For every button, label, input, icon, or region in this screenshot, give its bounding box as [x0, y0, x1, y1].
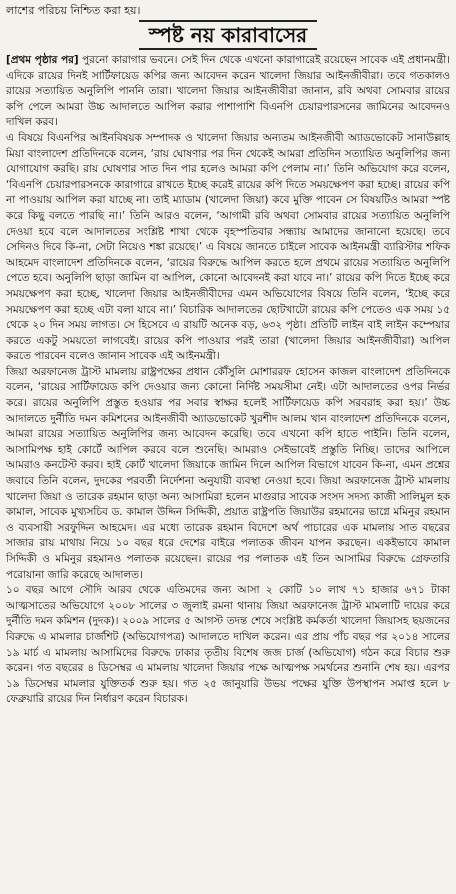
headline: স্পষ্ট নয় কারাবাসের — [139, 20, 317, 50]
article-paragraph: ১০ বছর আগে সৌদি আরব থেকে এতিমদের জন্য আসা ২ কোটি ১০ লাখ ৭১ হাজার ৬৭১ টাকা আত্মসাতের অভিযোগে ২০০৮ সালের ৩ জুলাই রমনা থানায় জিয়া অরফানেজ ট্রাস্ট মামলাটি দায়ের করে দুর্নীতি দমন কমিশন (দুদক)। ২০০৯ সালের ৫ আগস্ট তদন্ত শেষে সংশ্লিষ্ট কর্মকর্তা খালেদা জিয়াসহ ছয়জনের বিরুদ্ধে এ মামলার চার্জশিট (অভিযোগপত্র) আদালতে দাখিল করেন। এর প্রায় পাঁচ বছর পর ২০১৪ সালের ১৯ মার্চ এ মামলায় আসামিদের বিরুদ্ধে ঢাকার তৃতীয় বিশেষ জজ চার্জ (অভিযোগ) গঠন করে বিচার শুরু করেন। গত বছরের ৪ ডিসেম্বর এ মামলায় খালেদা জিয়ার পক্ষে আত্মপক্ষ সমর্থনের শুনানি শেষ হয়। এরপর ১৯ ডিসেম্বর মামলার যুক্তিতর্ক শুরু হয়। গত ২৫ জানুয়ারি উভয় পক্ষের যুক্তি উপস্থাপন সমাপ্ত হলে ৮ ফেব্রুয়ারি রায়ের দিন নির্ধারণ করেন বিচারক। — [6, 584, 450, 706]
article-paragraph: জিয়া অরফানেজ ট্রাস্ট মামলায় রাষ্ট্রপক্ষের প্রধান কৌঁসুলি মোশাররফ হোসেন কাজল বাংলাদেশ প্রতিদিনকে বলেন, ‘রায়ের সার্টিফায়েড কপি দেওয়ার জন্য কোনো নির্দিষ্ট সময়সীমা নেই। এটা আদালতের ওপর নির্ভর করে। রায়ের অনুলিপি প্রস্তুত হওয়ার পর সবার স্বাক্ষর হলেই সার্টিফায়েড কপি সরবরাহ করা হয়।’ উচ্চ আদালতে দুর্নীতি দমন কমিশনের আইনজীবী অ্যাডভোকেট খুরশীদ আলম খান বাংলাদেশ প্রতিদিনকে বলেন, আমরা রায়ের সত্যায়িত অনুলিপির জন্য আবেদন করেছি। তবে এখনো কপি হাতে পাইনি। তিনি বলেন, আসামিপক্ষ হাই কোর্টে আপিল করবে বলে শুনেছি। আমরাও সেইভাবেই প্রস্তুতি নিচ্ছি। তাদের আপিলে আমরাও কনটেস্ট করব। হাই কোর্ট খালেদা জিয়াকে জামিন দিলে আপিল বিভাগে যাবেন কি-না, এমন প্রশ্নের জবাবে তিনি বলেন, দুদকের পরবর্তী নির্দেশনা অনুযায়ী ব্যবস্থা নেওয়া হবে। জিয়া অরফানেজ ট্রাস্ট মামলায় খালেদা জিয়া ও তারেক রহমান ছাড়া অন্য আসামিরা হলেন মাগুরার সাবেক সংসদ সদস্য কাজী সালিমুল হক কামাল, সাবেক মুখ্যসচিব ড. কামাল উদ্দিন সিদ্দিকী, প্রয়াত রাষ্ট্রপতি জিয়াউর রহমানের ভাগ্নে মমিনুর রহমান ও ব্যবসায়ী সরফুদ্দিন আহমেদ। এর মধ্যে তারেক রহমান বিদেশে অর্থ পাচারের এক মামলায় সাত বছরের সাজার রায় মাথায় নিয়ে ১০ বছর ধরে দেশের বাইরে পলাতক জীবন যাপন করছেন। একইভাবে কামাল সিদ্দিকী ও মমিনুর রহমানও পলাতক রয়েছেন। রায়ের পর পলাতক এই তিন আসামির বিরুদ্ধে গ্রেফতারি পরোয়ানা জারি করেছে আদালত। — [6, 365, 450, 581]
previous-story-last-line: লাশের পরিচয় নিশ্চিত করা হয়। — [6, 4, 141, 17]
article-paragraph — [6, 53, 450, 131]
paragraph-text: পুরনো কারাগার ভবনে। সেই দিন থেকে এখনো কারাগারেই রয়েছেন সাবেক এই প্রধানমন্ত্রী। এদিকে রায়ের দিনই সার্টিফায়েড কপির জন্য আবেদন করেন খালেদা জিয়ার আইনজীবীরা। তবে গতকালও রায়ের সত্যায়িত অনুলিপি পাননি তারা। খালেদা জিয়ার আইনজীবীরা জানান, রবি অথবা সোমবার রায়ের কপি পেলে আমরা উচ্চ আদালতে আপিল করার পাশাপাশি বিএনপি চেয়ারপারসনের জামিনের আবেদনও দাখিল করব। — [6, 54, 450, 129]
article-body — [6, 53, 450, 708]
headline-container — [6, 20, 450, 50]
article-paragraph: এ বিষয়ে বিএনপির আইনবিষয়ক সম্পাদক ও খালেদা জিয়ার অন্যতম আইনজীবী অ্যাডভোকেট সানাউল্লাহ মিয়া বাংলাদেশ প্রতিদিনকে বলেন, ‘রায় ঘোষণার পর দিন থেকেই আমরা প্রতিদিন সত্যায়িত অনুলিপির জন্য যোগাযোগ করছি। রায় ঘোষণার সাত দিন পার হলেও আমরা কপি পেলাম না।’ তিনি অভিযোগ করে বলেন, ‘বিএনপি চেয়ারপারসনকে কারাগারে রাখতে ইচ্ছে করেই রায়ের কপি দিতে সময়ক্ষেপণ করা হচ্ছে। রায়ের কপি না পাওয়ায় আপিল করা যাচ্ছে না। তাই ম্যাডাম (খালেদা জিয়া) কবে মুক্তি পাবেন সে বিষয়টিও আমরা স্পষ্ট করে কিছু বলতে পারছি না।’ তিনি আরও বলেন, ‘আগামী রবি অথবা সোমবার রায়ের সত্যায়িত অনুলিপি দেওয়া হবে বলে আদালতের সংশ্লিষ্ট শাখা থেকে বৃহস্পতিবার সন্ধ্যায় আমাদের জানানো হয়েছে। তবে সেদিনও দিবে কি-না, সেটা নিয়েও শঙ্কা রয়েছে।’ এ বিষয়ে জানতে চাইলে সাবেক আইনমন্ত্রী ব্যারিস্টার শফিক আহমেদ বাংলাদেশ প্রতিদিনকে বলেন, ‘রায়ের বিরুদ্ধে আপিল করতে হলে প্রথমে রায়ের সত্যায়িত অনুলিপি পেতে হবে। অনুলিপি ছাড়া জামিন বা আপিল, কোনো আবেদনই করা যাবে না।’ রায়ের কপি দিতে ইচ্ছে করে সময়ক্ষেপণ করা হচ্ছে, খালেদা জিয়ার আইনজীবীদের এমন অভিযোগের বিষয়ে তিনি বলেন, ‘ইচ্ছে করে সময়ক্ষেপণ করা হচ্ছে এটা বলা যাবে না।’ বিচারিক আদালতের ছোটখাটো রায়ের কপি পেতেও এক সময় ১৫ থেকে ২০ দিন সময় লাগত। সে হিসেবে এ রায়টি অনেক বড়, ৬৩২ পৃষ্ঠা। প্রতিটি লাইন বাই লাইন কম্পেয়ার করতে একটু সময়তো লাগবেই। রায়ের কপি পাওয়ার পরই তারা (খালেদা জিয়ার আইনজীবীরা) আপিল করতে পারবেন বলেও জানান সাবেক এই আইনমন্ত্রী। — [6, 131, 450, 363]
continued-from-label: [প্রথম পৃষ্ঠার পর] — [6, 54, 79, 66]
